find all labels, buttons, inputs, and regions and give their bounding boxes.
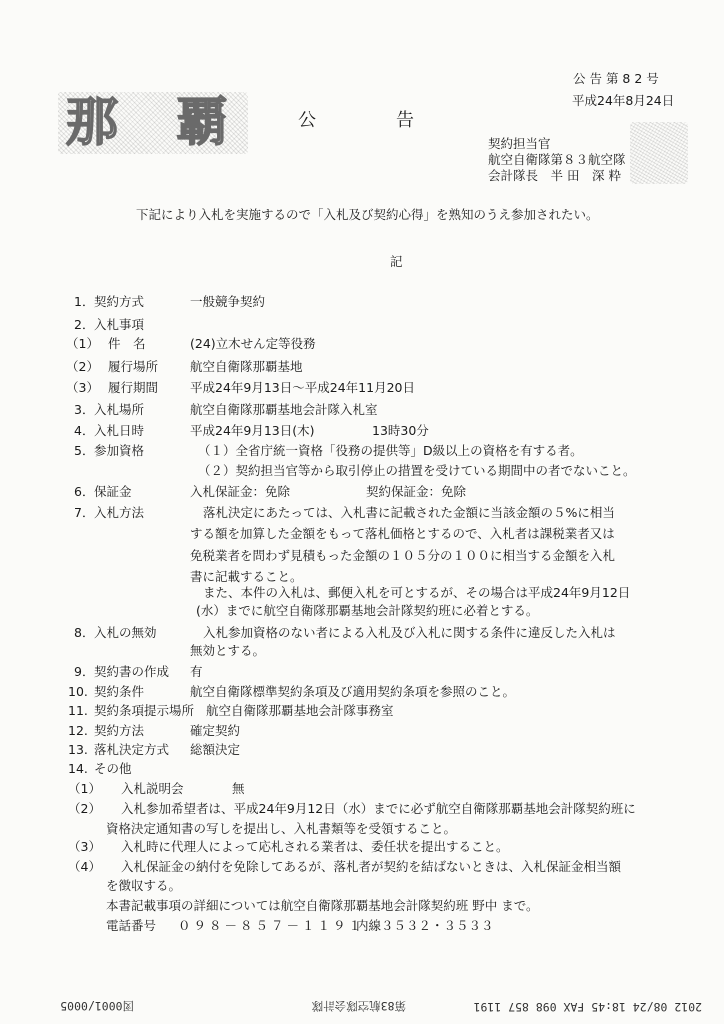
item-label: 契約条件 [94,684,145,699]
contact-text: 本書記載事項の詳細については航空自衛隊那覇基地会計隊契約班 野中 まで。 [106,898,539,913]
item-label: 参加資格 [94,443,145,458]
item-label: その他 [94,761,132,776]
item-value: 平成24年9月13日(木) [190,423,315,438]
fax-timestamp: 2012 08/24 18:45 FAX 098 857 1191 [473,1000,702,1014]
issuer-line-2: 航空自衛隊第８３航空隊 [488,152,626,167]
item-label: 契約方式 [94,294,145,309]
item-label: 契約方法 [94,723,145,738]
bid-time: 13時30分 [372,423,429,438]
bid-deposit: 入札保証金：免除 [190,484,291,499]
item-num: 1． [74,294,95,309]
item-value: 総額決定 [190,742,241,757]
item-label: 契約条項提示場所 [94,703,195,718]
item-label: 履行場所 [108,359,159,374]
item-num: （2） [66,359,99,374]
item-label: 入札方法 [94,505,145,520]
item-num: 12. [68,723,88,738]
item-num: （1） [68,781,101,796]
item-label: 履行期間 [108,380,159,395]
item-label: 入札日時 [94,423,145,438]
item-num: （1） [66,336,99,351]
item-num: 13. [68,742,88,757]
item-num: 10. [68,684,88,699]
title-char-left: 公 [298,110,316,131]
item-value: 航空自衛隊那覇基地会計隊入札室 [190,402,378,417]
item-line: 書に記載すること。 [190,569,303,584]
item-num: 2． [74,317,95,332]
item-num: 6． [74,484,95,499]
item-value: 確定契約 [190,723,241,738]
issuer-line-3: 会計隊長 半 田 深 粋 [488,168,621,183]
item-num: （3） [68,839,101,854]
official-seal [630,122,688,184]
item-value: 航空自衛隊那覇基地 [190,359,303,374]
item-label: 落札決定方式 [94,742,170,757]
fax-page-number: 図0001/0005 [60,999,134,1013]
item-line: 入札参加資格のない者による入札及び入札に関する条件に違反した入札は [203,625,616,640]
item-label: 件 名 [108,336,146,351]
item-label: 入札事項 [94,317,145,332]
stamp-char-2: 覇 [176,92,229,153]
item-line: 入札参加希望者は、平成24年9月12日（水）までに必ず航空自衛隊那覇基地会計隊契約班に [121,801,636,816]
item-line: する額を加算した金額をもって落札価格とするので、入札者は課税業者又は [190,526,615,541]
phone-label: 電話番号 [106,918,157,933]
phone-extension: 内線３５３２・３５３３ [356,918,494,933]
item-line: 免税業者を問わず見積もった金額の１０５分の１００に相当する金額を入札 [190,548,616,563]
stamp-char-1: 那 [66,92,119,153]
item-label: 契約書の作成 [94,664,170,679]
item-label: 入札説明会 [121,781,184,796]
item-line: (水）までに航空自衛隊那覇基地会計隊契約班に必着とする。 [196,603,539,618]
item-value: (24)立木せん定等役務 [190,336,316,351]
contract-deposit: 契約保証金：免除 [366,484,467,499]
phone-number: ０９８－８５７－１１９１ [178,918,365,933]
item-num: （3） [66,380,99,395]
intro-text: 下記により入札を実施するので「入札及び契約心得」を熟知のうえ参加されたい。 [136,207,599,222]
item-value: 一般競争契約 [190,294,266,309]
item-label: 入札の無効 [94,625,157,640]
item-value: 航空自衛隊標準契約条項及び適用契約条項を参照のこと。 [190,684,516,699]
item-label: 保証金 [94,484,132,499]
item-value: 無 [232,781,245,796]
issuer-line-1: 契約担当官 [488,136,551,151]
item-line: また、本件の入札は、郵便入札を可とするが、その場合は平成24年9月12日 [203,585,631,600]
item-num: （2） [68,801,101,816]
naha-stamp [58,92,248,154]
title-char-right: 告 [396,110,414,131]
item-line: 落札決定にあたっては、入札書に記載された金額に当該金額の５%に相当 [203,505,615,520]
item-value: 入札時に代理人によって応札される業者は、委任状を提出すること。 [121,839,509,854]
item-num: 14. [68,761,88,776]
item-value: 有 [190,664,203,679]
item-num: 9． [74,664,95,679]
item-num: 7． [74,505,95,520]
item-num: 5． [74,443,95,458]
item-line: を徴収する。 [106,878,182,893]
item-line: 資格決定通知書の写しを提出し、入札書類等を受領すること。 [106,821,457,836]
item-num: 11. [68,703,88,718]
notice-date: 平成24年8月24日 [572,93,675,108]
notice-number: 公 告 第 8 2 号 [573,71,659,86]
item-line: （２）契約担当官等から取引停止の措置を受けている期間中の者でないこと。 [198,463,636,478]
item-num: 3． [74,402,95,417]
item-label: 入札場所 [94,402,145,417]
fax-sender: 第83航空隊会計隊 [311,999,406,1013]
ki-heading: 記 [390,254,403,269]
item-num: （4） [68,859,101,874]
item-num: 8． [74,625,95,640]
item-line: 無効とする。 [190,643,266,658]
fax-transmission-header [0,996,724,1016]
item-value: 平成24年9月13日～平成24年11月20日 [190,380,415,395]
item-num: 4． [74,423,95,438]
item-line: （１）全省庁統一資格「役務の提供等」D級以上の資格を有する者。 [198,443,583,458]
item-line: 入札保証金の納付を免除してあるが、落札者が契約を結ばないときは、入札保証金相当額 [121,859,622,874]
item-value: 航空自衛隊那覇基地会計隊事務室 [206,703,394,718]
